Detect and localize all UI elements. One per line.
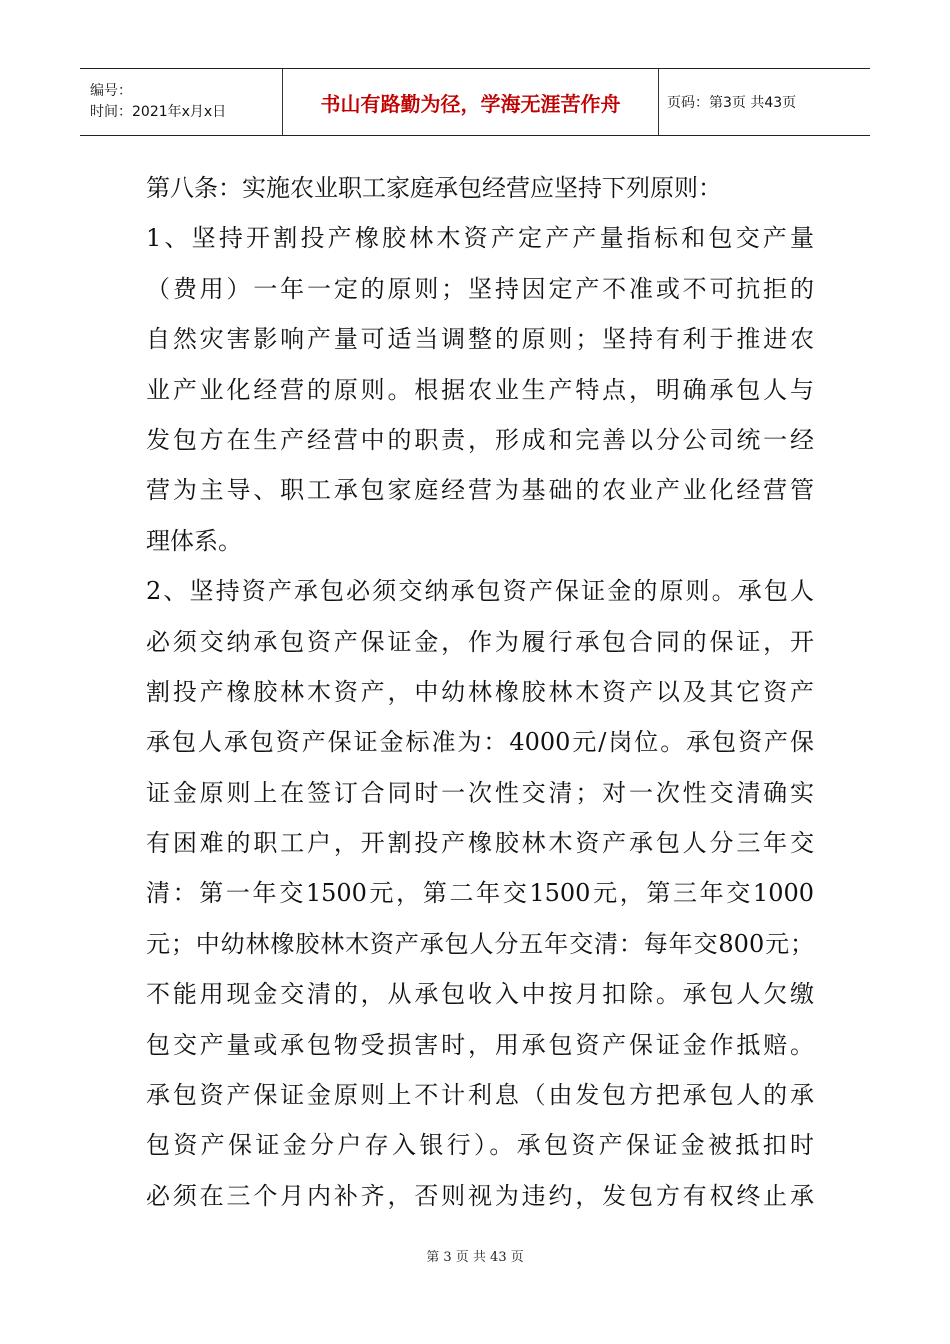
- body-line: 承包人承包资产保证金标准为：4000元/岗位。承包资产保: [146, 728, 814, 757]
- page-info-text: 页码：第3页 共43页: [667, 95, 797, 111]
- body-line: 营为主导、职工承包家庭经营为基础的农业产业化经营管: [146, 476, 814, 505]
- body-line: 包资产保证金分户存入银行）。承包资产保证金被抵扣时: [146, 1131, 814, 1160]
- page-footer: [0, 1246, 950, 1265]
- document-time-label: 时间：2021年x月x日: [90, 104, 227, 120]
- motto-text: 书山有路勤为径，学海无涯苦作舟: [320, 91, 621, 116]
- body-line: 必须在三个月内补齐，否则视为违约，发包方有权终止承: [146, 1181, 814, 1210]
- page-header: [80, 68, 870, 136]
- body-line: 自然灾害影响产量可适当调整的原则；坚持有利于推进农: [146, 325, 814, 354]
- body-line: 清：第一年交1500元，第二年交1500元，第三年交1000: [146, 879, 814, 908]
- header-page-info: [659, 69, 870, 135]
- body-line: 业产业化经营的原则。根据农业生产特点，明确承包人与: [146, 375, 814, 404]
- body-line: （费用）一年一定的原则；坚持因定产不准或不可抗拒的: [146, 274, 814, 303]
- document-number-label: 编号：: [90, 83, 132, 99]
- body-line: 包交产量或承包物受损害时，用承包资产保证金作抵赔。: [146, 1030, 814, 1059]
- body-line: 不能用现金交清的，从承包收入中按月扣除。承包人欠缴: [146, 980, 814, 1009]
- body-line: 1、坚持开割投产橡胶林木资产定产产量指标和包交产量: [146, 224, 814, 253]
- footer-page-number: 第 3 页 共 43 页: [426, 1250, 524, 1265]
- body-line: 元；中幼林橡胶林木资产承包人分五年交清：每年交800元；: [146, 929, 814, 958]
- body-line: 发包方在生产经营中的职责，形成和完善以分公司统一经: [146, 425, 814, 454]
- body-line: 割投产橡胶林木资产，中幼林橡胶林木资产以及其它资产: [146, 677, 814, 706]
- body-line: 证金原则上在签订合同时一次性交清；对一次性交清确实: [146, 778, 814, 807]
- body-line: 必须交纳承包资产保证金，作为履行承包合同的保证，开: [146, 627, 814, 656]
- body-line: 2、坚持资产承包必须交纳承包资产保证金的原则。承包人: [146, 577, 814, 606]
- header-meta: [80, 69, 283, 135]
- body-line: 有困难的职工户，开割投产橡胶林木资产承包人分三年交: [146, 829, 814, 858]
- document-body: [146, 163, 814, 1221]
- body-line: 第八条：实施农业职工家庭承包经营应坚持下列原则：: [146, 174, 722, 202]
- body-line: 承包资产保证金原则上不计利息（由发包方把承包人的承: [146, 1081, 814, 1110]
- body-line: 理体系。: [146, 526, 242, 555]
- header-motto: [283, 69, 659, 135]
